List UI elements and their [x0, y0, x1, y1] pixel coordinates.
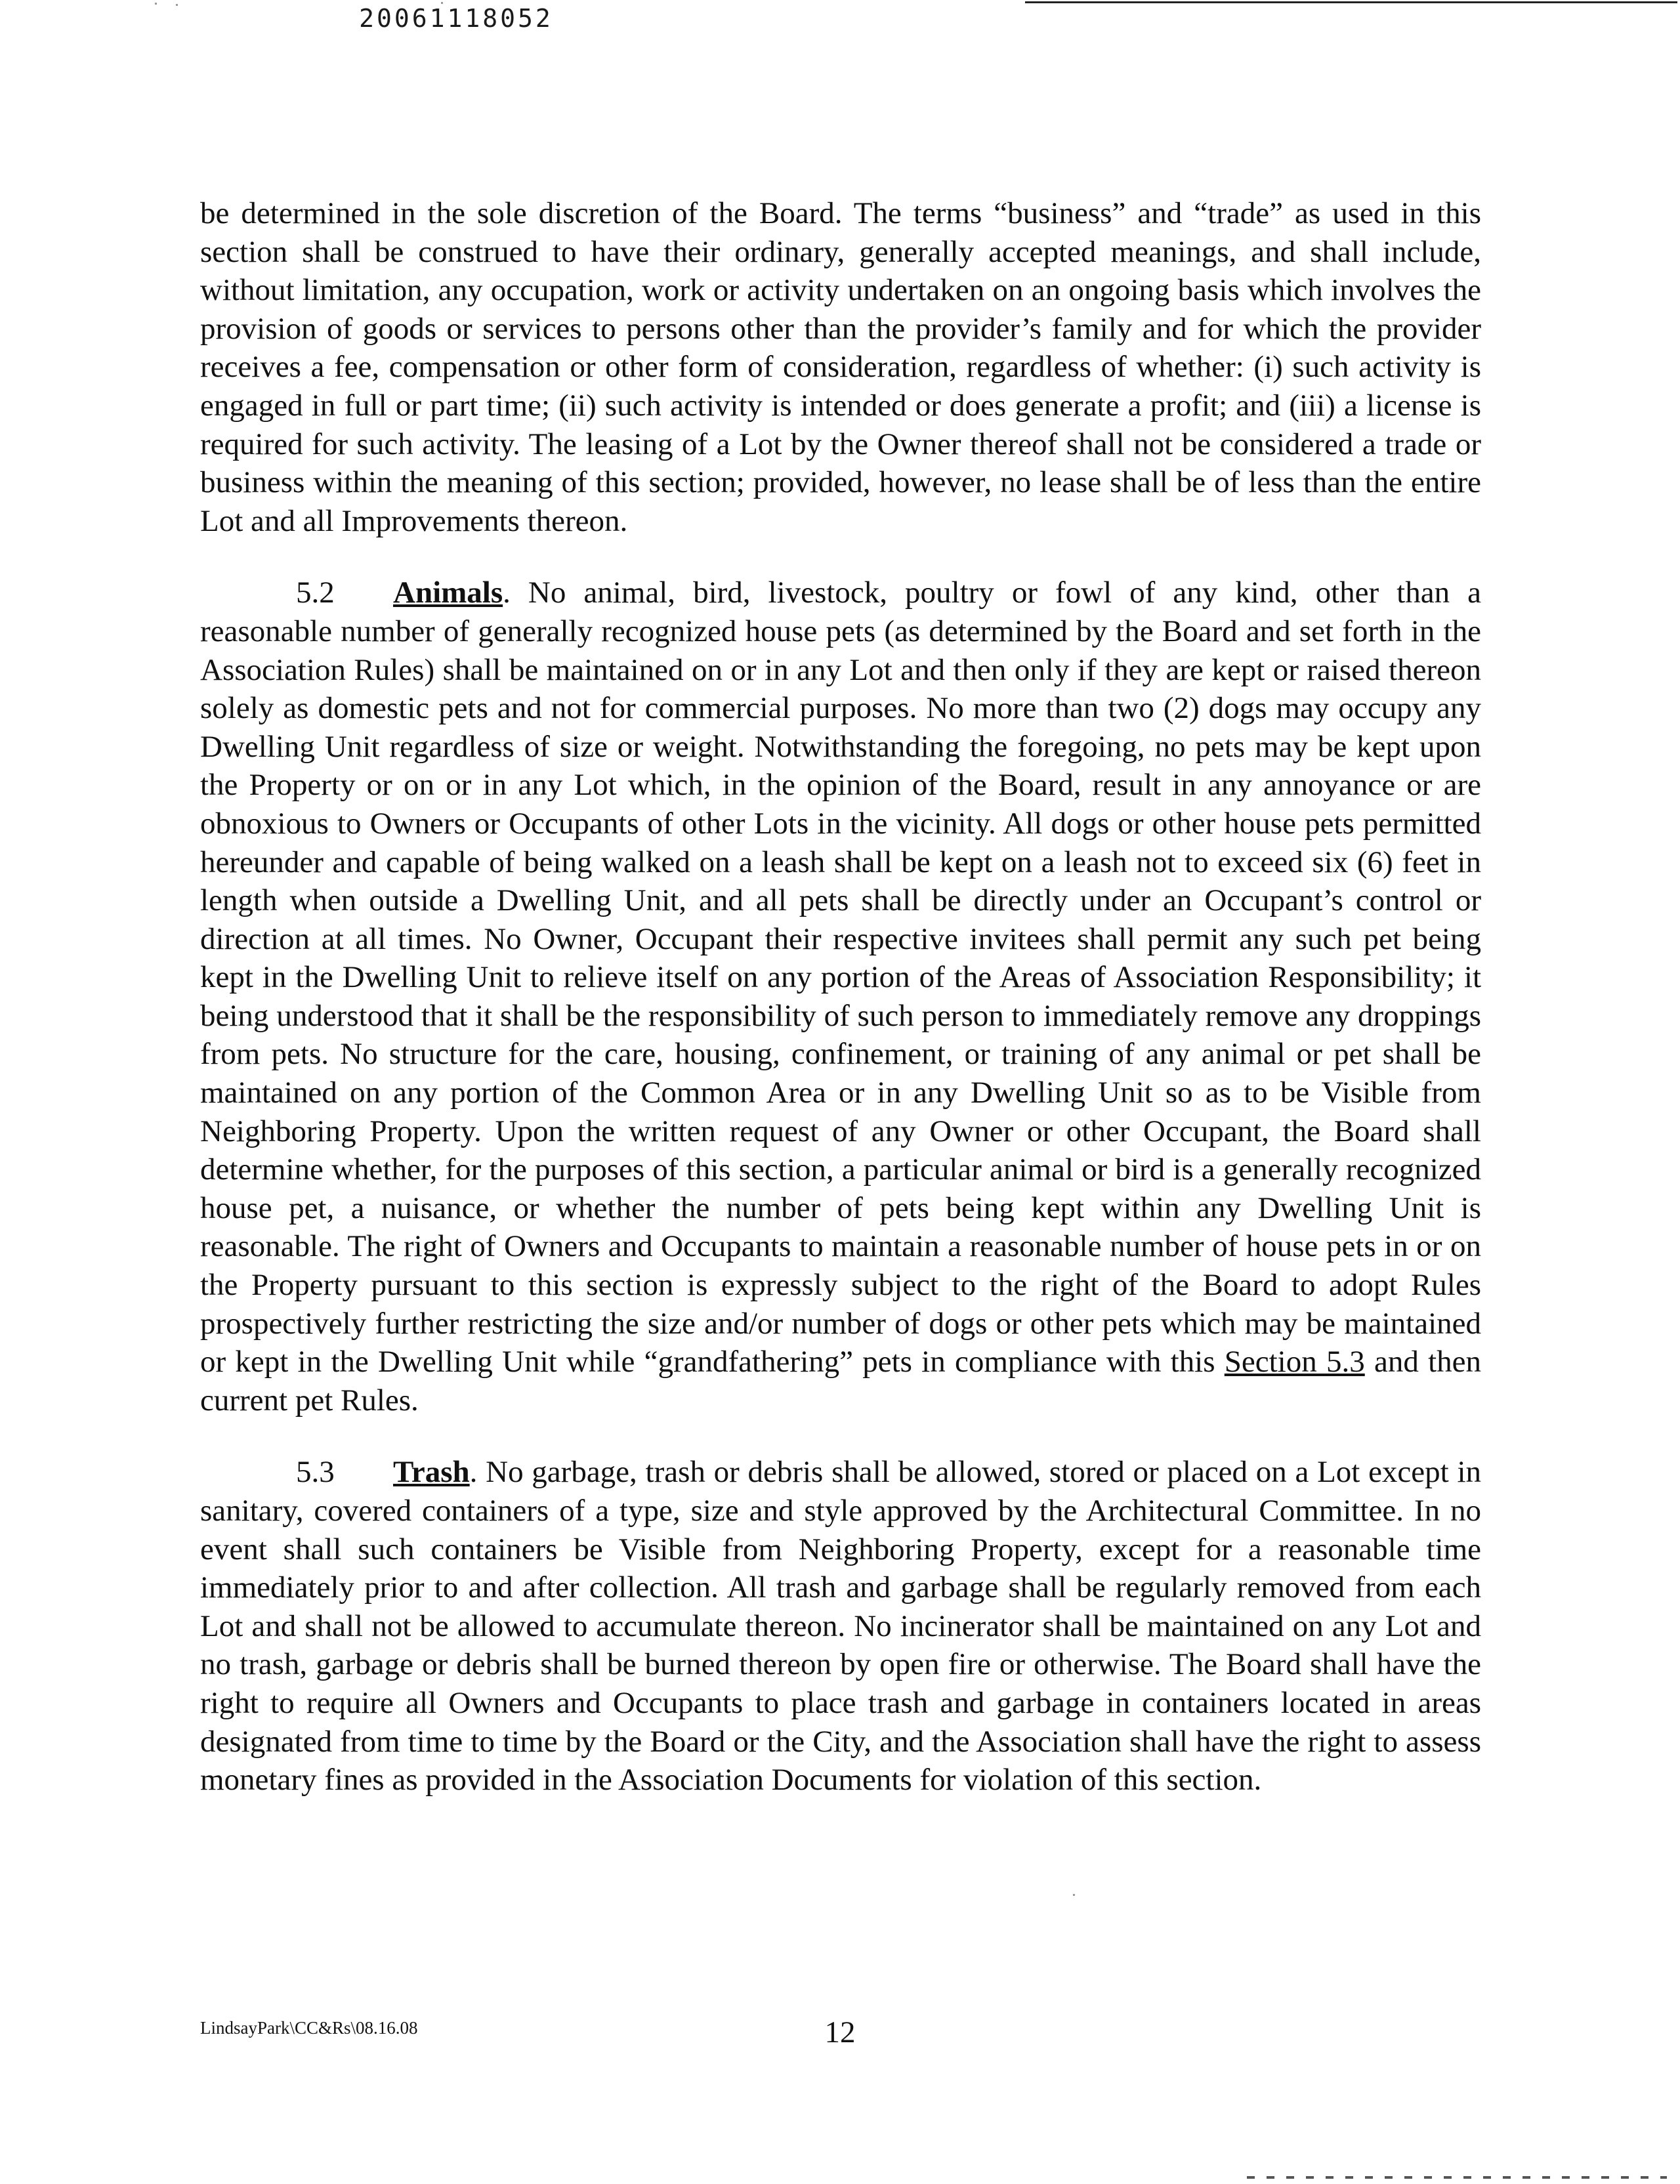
- section-text: . No garbage, trash or debris shall be allowed, stored or placed on a Lot except in sanitary, covered containers of a type, size and style approved by the Architectural Committee. In no event shall such containers be Visible from Neighboring Property, except for a reasonable time immediately prior to and after collection. All trash and garbage shall be regularly removed from each Lot and shall not be allowed to accumulate thereon. No incinerator shall be maintained on any Lot and no trash, garbage or debris shall be burned thereon by open fire or otherwise. The Board shall have the right to require all Owners and Occupants to place trash and garbage in containers located in areas designated from time to time by the Board or the City, and the Association shall have the right to assess monetary fines as provided in the Association Documents for violation of this section.: [200, 1455, 1481, 1797]
- footer-document-path: LindsayPark\CC&Rs\08.16.08: [200, 2018, 418, 2038]
- section-5-3: [200, 1453, 1481, 1799]
- document-body: [200, 194, 1481, 1833]
- section-text: . No animal, bird, livestock, poultry or fowl of any kind, other than a reasonable number of generally recognized house pets (as determined by the Board and set forth in the Association Rules) shall be maintained on or in any Lot and then only if they are kept or raised thereon solely as domestic pets and not for commercial purposes. No more than two (2) dogs may occupy any Dwelling Unit regardless of size or weight. Notwithstanding the foregoing, no pets may be kept upon the Property or on or in any Lot which, in the opinion of the Board, result in any annoyance or are obnoxious to Owners or Occupants of other Lots in the vicinity. All dogs or other house pets permitted hereunder and capable of being walked on a leash shall be kept on a leash not to exceed six (6) feet in length when outside a Dwelling Unit, and all pets shall be directly under an Occupant’s control or direction at all times. No Owner, Occupant their respective invitees shall permit any such pet being kept in the Dwelling Unit to relieve itself on any portion of the Areas of Association Responsibility; it being understood that it shall be the responsibility of such person to immediately remove any droppings from pets. No structure for the care, housing, confinement, or training of any animal or pet shall be maintained on any portion of the Common Area or in any Dwelling Unit so as to be Visible from Neighboring Property. Upon the written request of any Owner or other Occupant, the Board shall determine whether, for the purposes of this section, a particular animal or bird is a generally recognized house pet, a nuisance, or whether the number of pets being kept within any Dwelling Unit is reasonable. The right of Owners and Occupants to maintain a reasonable number of house pets in or on the Property pursuant to this section is expressly subject to the right of the Board to adopt Rules prospectively further restricting the size and/or number of dogs or other pets which may be maintained or kept in the Dwelling Unit while “grandfathering” pets in compliance with this: [200, 576, 1481, 1379]
- section-heading: Animals: [393, 576, 503, 610]
- scan-edge-marks: [1247, 2176, 1667, 2179]
- paragraph-intro: be determined in the sole discretion of the Board. The terms “business” and “trade” as used in this section shall be construed to have their ordinary, generally accepted meanings, and shall include, without limitation, any occupation, work or activity undertaken on an ongoing basis which involves the provision of goods or services to persons other than the provider’s family and for which the provider receives a fee, compensation or other form of consideration, regardless of whether: (i) such activity is engaged in full or part time; (ii) such activity is intended or does generate a profit; and (iii) a license is required for such activity. The leasing of a Lot by the Owner thereof shall not be considered a trade or business within the meaning of this section; provided, however, no lease shall be of less than the entire Lot and all Improvements thereon.: [200, 196, 1481, 538]
- recording-number: 20061118052: [359, 4, 553, 33]
- cross-reference-link: Section 5.3: [1224, 1345, 1365, 1379]
- header-rule: [1025, 1, 1677, 3]
- section-number: 5.3: [296, 1455, 335, 1490]
- scan-artifact: [1073, 1894, 1075, 1896]
- section-text-end: and then current pet Rules.: [200, 1345, 1481, 1418]
- section-heading: Trash: [393, 1455, 470, 1490]
- section-number: 5.2: [296, 576, 335, 610]
- section-5-2: [200, 574, 1481, 1419]
- page-number: 12: [824, 2015, 856, 2049]
